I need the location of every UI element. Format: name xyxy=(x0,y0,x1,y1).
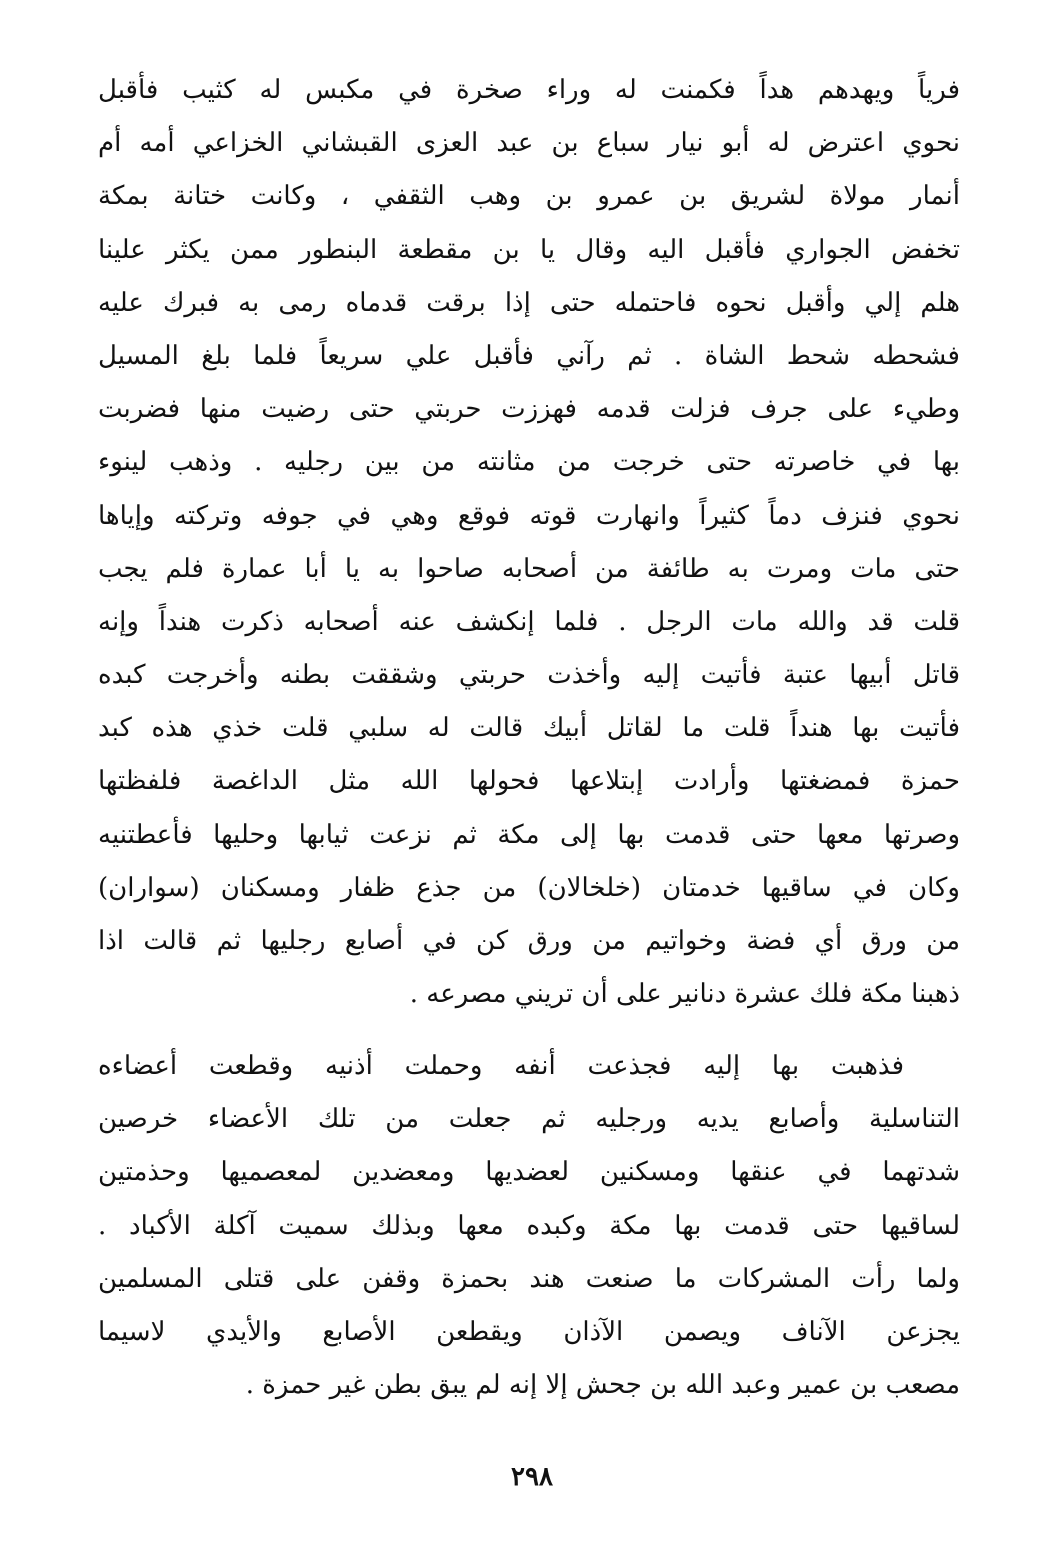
paragraph-2 xyxy=(98,1040,960,1412)
text-line: يجزعن الآناف ويصمن الآذان ويقطعن الأصابع والأيدي لاسيما xyxy=(98,1316,960,1347)
text-line: بها في خاصرته حتى خرجت من مثانته من بين رجليه . وذهب لينوء xyxy=(98,447,960,478)
text-line: قلت قد والله مات الرجل . فلما إنكشف عنه أصحابه ذكرت هنداً وإنه xyxy=(98,606,960,637)
text-line: قاتل أبيها عتبة فأتيت إليه وأخذت حربتي وشققت بطنه وأخرجت كبده xyxy=(98,660,960,691)
text-line: أنمار مولاة لشريق بن عمرو بن وهب الثقفي ، وكانت ختانة بمكة xyxy=(98,181,960,212)
paragraph-1 xyxy=(98,64,960,1021)
text-line: من ورق أي فضة وخواتيم من ورق كن في أصابع رجليها ثم قالت اذا xyxy=(98,926,960,956)
text-line: وطيء على جرف فزلت قدمه فهززت حربتي حتى رضيت منها فضربت xyxy=(98,394,960,425)
text-line: ذهبنا مكة فلك عشرة دنانير على أن تريني مصرعه . xyxy=(409,979,960,1010)
text-line: نحوي فنزف دماً كثيراً وانهارت قوته فوقع وهي في جوفه وتركته وإياها xyxy=(98,500,960,531)
text-line: حتى مات ومرت به طائفة من أصحابه صاحوا به يا أبا عمارة فلم يجب xyxy=(98,553,960,584)
text-line: فأتيت بها هنداً قلت ما لقاتل أبيك قالت له سلبي قلت خذي هذه كبد xyxy=(98,713,960,744)
text-line: فذهبت بها إليه فجذعت أنفه وحملت أذنيه وقطعت أعضاءه xyxy=(98,1051,904,1081)
page-number: ٢٩٨ xyxy=(511,1462,553,1492)
text-line: وكان في ساقيها خدمتان (خلخالان) من جذع ظفار ومسكنان (سواران) xyxy=(98,872,960,903)
text-line: حمزة فمضغتها وأرادت إبتلاعها فحولها الله مثل الداغصة فلفظتها xyxy=(98,766,960,797)
text-line: شدتهما في عنقها ومسكنين لعضديها ومعضدين لمعصميها وحذمتين xyxy=(98,1157,960,1188)
text-line: فشحطه شحط الشاة . ثم رآني فأقبل علي سريعاً فلما بلغ المسيل xyxy=(98,340,960,371)
text-line: نحوي اعترض له أبو نيار سباع بن عبد العزى القبشاني الخزاعي أمه أم xyxy=(98,128,960,159)
text-line: هلم إلي وأقبل نحوه فاحتمله حتى إذا برقت قدماه رمى به فبرك عليه xyxy=(98,287,960,318)
text-line: لساقيها حتى قدمت بها مكة وكبده معها وبذلك سميت آكلة الأكباد . xyxy=(98,1210,960,1241)
text-line: التناسلية وأصابع يديه ورجليه ثم جعلت من تلك الأعضاء خرصين xyxy=(98,1104,960,1135)
text-line: وصرتها معها حتى قدمت بها إلى مكة ثم نزعت ثيابها وحليها فأعطتنيه xyxy=(98,819,960,850)
text-line: مصعب بن عمير وعبد الله بن جحش إلا إنه لم يبق بطن غير حمزة . xyxy=(245,1370,960,1401)
text-line: تخفض الجواري فأقبل اليه وقال يا بن مقطعة البنطور ممن يكثر علينا xyxy=(98,234,960,265)
text-line: فرياً ويهدهم هداً فكمنت له وراء صخرة في مكبس له كثيب فأقبل xyxy=(98,75,960,105)
text-line: ولما رأت المشركات ما صنعت هند بحمزة وقفن على قتلى المسلمين xyxy=(98,1263,960,1294)
